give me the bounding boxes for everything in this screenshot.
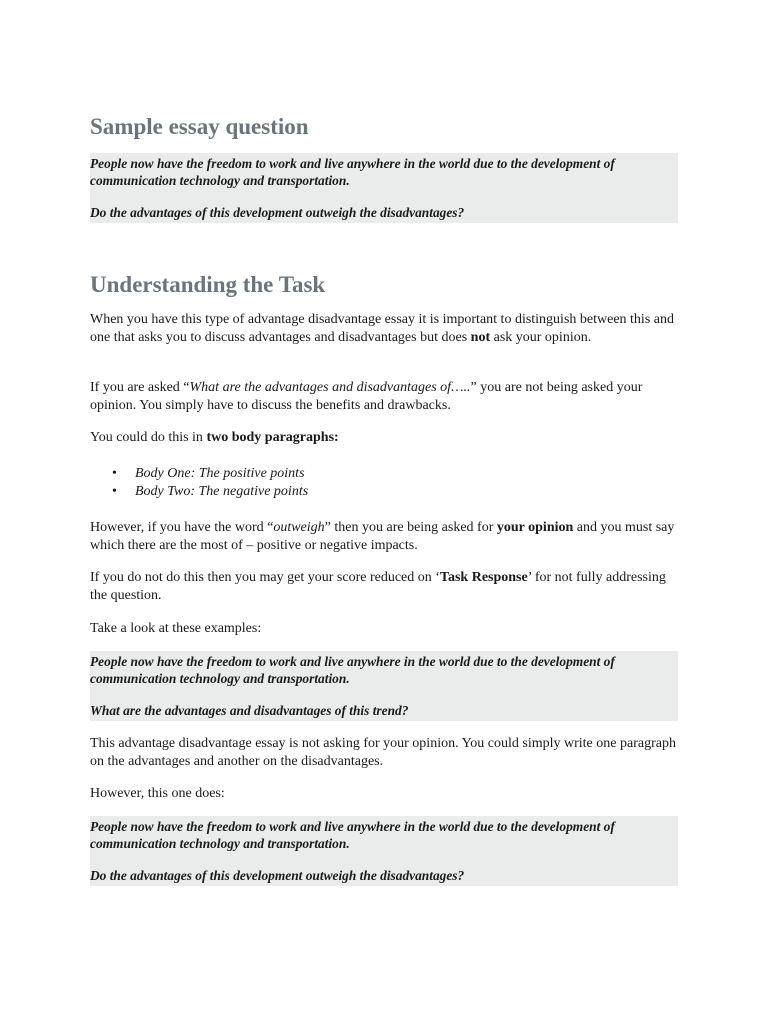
question-box-3 xyxy=(90,816,678,886)
body-paragraph-list xyxy=(90,465,308,501)
question-box-3-question: Do the advantages of this development outweigh the disadvantages? xyxy=(90,868,465,883)
paragraph-asked xyxy=(90,379,680,415)
question-box-3-statement: People now have the freedom to work and live anywhere in the world due to the development of communication technology and transportation. xyxy=(90,819,615,851)
paragraph-intro xyxy=(90,311,680,347)
paragraph-asked-italic: What are the advantages and disadvantages of….. xyxy=(189,380,471,395)
paragraph-intro-text-2: ask your opinion. xyxy=(490,330,592,345)
list-item xyxy=(90,465,308,483)
question-box-2-statement: People now have the freedom to work and live anywhere in the world due to the development of communication technology and transportation. xyxy=(90,654,615,686)
bullet-icon: • xyxy=(112,466,117,481)
paragraph-two-body xyxy=(90,429,680,447)
paragraph-two-body-text: You could do this in xyxy=(90,430,207,445)
heading-sample-essay-question: Sample essay question xyxy=(90,114,309,139)
paragraph-outweigh-text-1: However, if you have the word “ xyxy=(90,520,274,535)
paragraph-task-response-bold: Task Response xyxy=(439,570,528,585)
paragraph-outweigh-italic: outweigh xyxy=(273,520,325,535)
paragraph-task-response-text-1: If you do not do this then you may get your score reduced on ‘ xyxy=(90,570,440,585)
list-item xyxy=(90,483,308,501)
paragraph-outweigh-bold: your opinion xyxy=(496,520,574,535)
paragraph-asked-text-1: If you are asked “ xyxy=(90,380,190,395)
paragraph-outweigh xyxy=(90,519,680,555)
paragraph-intro-bold: not xyxy=(470,330,491,345)
paragraph-outweigh-text-3: and you must say which there are the most of – positive or negative impacts. xyxy=(90,520,675,553)
bullet-icon: • xyxy=(112,484,117,499)
heading-understanding-the-task: Understanding the Task xyxy=(90,272,326,297)
paragraph-asked-text-2: ” you are not being asked your opinion. You simply have to discuss the benefits and drawbacks. xyxy=(90,380,643,413)
question-box-1-statement: People now have the freedom to work and live anywhere in the world due to the development of communication technology and transportation. xyxy=(90,156,615,188)
question-box-2-question: What are the advantages and disadvantages of this trend? xyxy=(90,703,409,718)
paragraph-intro-text-1: When you have this type of advantage disadvantage essay it is important to distinguish between this and one that asks you to discuss advantages and disadvantages but does xyxy=(90,312,674,345)
question-box-2 xyxy=(90,651,678,721)
list-item-text: Body Two: The negative points xyxy=(135,484,309,499)
question-box-1 xyxy=(90,153,678,223)
paragraph-examples-intro: Take a look at these examples: xyxy=(90,621,262,636)
paragraph-task-response xyxy=(90,569,680,605)
paragraph-not-asking-opinion: This advantage disadvantage essay is not asking for your opinion. You could simply write one paragraph on the advantages and another on the disadvantages. xyxy=(90,736,676,769)
list-item-text: Body One: The positive points xyxy=(135,466,305,481)
paragraph-this-one-does: However, this one does: xyxy=(90,786,225,801)
paragraph-outweigh-text-2: ” then you are being asked for xyxy=(324,520,497,535)
paragraph-task-response-text-2: ’ for not fully addressing the question. xyxy=(90,570,666,603)
paragraph-two-body-bold: two body paragraphs: xyxy=(206,430,339,445)
question-box-1-question: Do the advantages of this development outweigh the disadvantages? xyxy=(90,205,465,220)
